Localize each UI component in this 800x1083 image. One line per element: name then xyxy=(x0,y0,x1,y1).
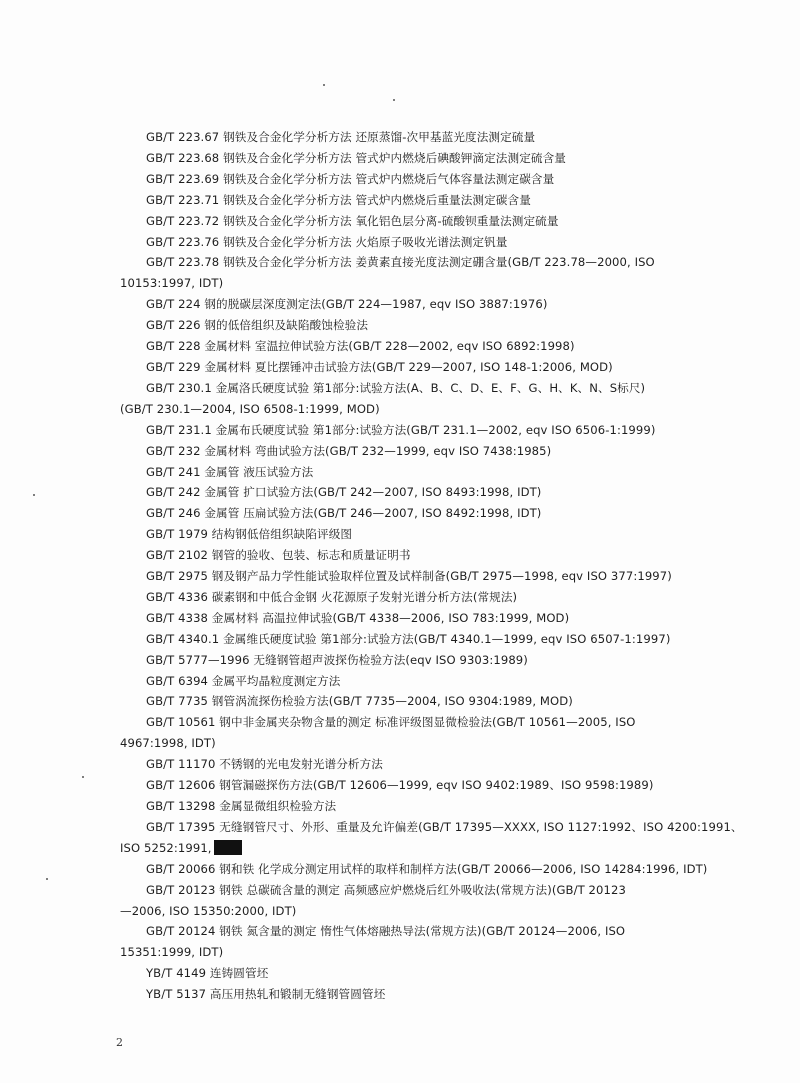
reference-continuation-line: 15351:1999, IDT) xyxy=(120,945,224,960)
reference-continuation-line: (GB/T 230.1—2004, ISO 6508-1:1999, MOD) xyxy=(120,401,380,416)
reference-line: GB/T 223.78 钢铁及合金化学分析方法 姜黄素直接光度法测定硼含量(GB/T 223.78—2000, ISO xyxy=(146,255,655,270)
page-number: 2 xyxy=(116,1036,123,1049)
reference-entry xyxy=(120,650,720,671)
reference-entry xyxy=(120,336,720,357)
reference-entry xyxy=(120,462,720,483)
reference-entry xyxy=(120,524,720,545)
reference-entry xyxy=(120,169,720,190)
reference-line: GB/T 12606 钢管漏磁探伤方法(GB/T 12606—1999, eqv ISO 9402:1989、ISO 9598:1989) xyxy=(146,778,654,793)
reference-entry xyxy=(120,232,720,253)
reference-entry xyxy=(120,545,720,566)
reference-line: GB/T 223.67 钢铁及合金化学分析方法 还原蒸馏-次甲基蓝光度法测定硫量 xyxy=(146,130,536,144)
reference-entry xyxy=(120,441,720,462)
reference-line: GB/T 223.76 钢铁及合金化学分析方法 火焰原子吸收光谱法测定钒量 xyxy=(146,234,508,249)
reference-line: GB/T 6394 金属平均晶粒度测定方法 xyxy=(146,673,341,688)
redaction-block xyxy=(214,840,242,855)
reference-line: GB/T 223.72 钢铁及合金化学分析方法 氧化铝色层分离-硫酸钡重量法测定硫量 xyxy=(146,213,559,228)
scan-speck xyxy=(323,84,325,86)
reference-entry xyxy=(120,880,720,922)
reference-line: GB/T 4336 碳素钢和中低合金钢 火花源原子发射光谱分析方法(常规法) xyxy=(146,589,518,604)
reference-entry xyxy=(120,315,720,336)
reference-line: GB/T 1979 结构钢低倍组织缺陷评级图 xyxy=(146,527,353,542)
reference-entry xyxy=(120,252,720,294)
reference-line: GB/T 242 金属管 扩口试验方法(GB/T 242—2007, ISO 8493:1998, IDT) xyxy=(146,485,542,500)
reference-line: GB/T 20066 钢和铁 化学成分测定用试样的取样和制样方法(GB/T 20066—2006, ISO 14284:1996, IDT) xyxy=(146,861,708,876)
reference-entry xyxy=(120,608,720,629)
reference-line: GB/T 223.69 钢铁及合金化学分析方法 管式炉内燃烧后气体容量法测定碳含量 xyxy=(146,171,555,186)
reference-line: GB/T 5777—1996 无缝钢管超声波探伤检验方法(eqv ISO 9303:1989) xyxy=(146,652,528,667)
reference-line: GB/T 231.1 金属布氏硬度试验 第1部分:试验方法(GB/T 231.1—2002, eqv ISO 6506-1:1999) xyxy=(146,422,656,437)
reference-continuation-line: 10153:1997, IDT) xyxy=(120,276,224,291)
reference-continuation-line: 4967:1998, IDT) xyxy=(120,736,216,751)
reference-entry xyxy=(120,754,720,775)
reference-line: GB/T 2975 钢及钢产品力学性能试验取样位置及试样制备(GB/T 2975—1998, eqv ISO 377:1997) xyxy=(146,569,672,584)
reference-line: GB/T 246 金属管 压扁试验方法(GB/T 246—2007, ISO 8492:1998, IDT) xyxy=(146,506,542,521)
reference-entry xyxy=(120,963,720,984)
reference-line: GB/T 223.71 钢铁及合金化学分析方法 管式炉内燃烧后重量法测定碳含量 xyxy=(146,192,531,207)
reference-line: GB/T 228 金属材料 室温拉伸试验方法(GB/T 228—2002, eqv ISO 6892:1998) xyxy=(146,339,575,354)
reference-line: GB/T 17395 无缝钢管尺寸、外形、重量及允许偏差(GB/T 17395—XXXX, ISO 1127:1992、ISO 4200:1991、 xyxy=(146,819,743,834)
reference-entry xyxy=(120,378,720,420)
reference-continuation-line: —2006, ISO 15350:2000, IDT) xyxy=(120,903,297,918)
reference-entry xyxy=(120,148,720,169)
reference-line: GB/T 224 钢的脱碳层深度测定法(GB/T 224—1987, eqv ISO 3887:1976) xyxy=(146,297,548,312)
reference-entry xyxy=(120,420,720,441)
reference-entry xyxy=(120,859,720,880)
reference-entry xyxy=(120,921,720,963)
reference-line: GB/T 232 金属材料 弯曲试验方法(GB/T 232—1999, eqv ISO 7438:1985) xyxy=(146,443,552,458)
reference-entry xyxy=(120,482,720,503)
reference-entry xyxy=(120,566,720,587)
reference-line: GB/T 2102 钢管的验收、包装、标志和质量证明书 xyxy=(146,548,411,563)
reference-line: GB/T 10561 钢中非金属夹杂物含量的测定 标准评级图显微检验法(GB/T 10561—2005, ISO xyxy=(146,715,636,730)
reference-entry xyxy=(120,190,720,211)
reference-entry xyxy=(120,712,720,754)
reference-line: YB/T 5137 高压用热轧和锻制无缝钢管圆管坯 xyxy=(146,987,386,1002)
reference-entry xyxy=(120,817,743,859)
reference-line: GB/T 241 金属管 液压试验方法 xyxy=(146,464,314,479)
scan-speck xyxy=(33,494,35,496)
reference-entry xyxy=(120,671,720,692)
reference-line: GB/T 226 钢的低倍组织及缺陷酸蚀检验法 xyxy=(146,318,369,333)
reference-entry xyxy=(120,629,720,650)
scan-speck xyxy=(393,99,395,101)
reference-entry xyxy=(120,691,720,712)
reference-entry xyxy=(120,294,720,315)
reference-line: YB/T 4149 连铸圆管坯 xyxy=(146,966,269,981)
scan-speck xyxy=(46,878,48,880)
scan-speck xyxy=(82,776,84,778)
reference-entry xyxy=(120,587,720,608)
reference-entry xyxy=(120,984,720,1005)
reference-line: GB/T 230.1 金属洛氏硬度试验 第1部分:试验方法(A、B、C、D、E、F、G、H、K、N、S标尺) xyxy=(146,380,646,395)
normative-references-list xyxy=(120,127,743,1005)
reference-line: GB/T 20123 钢铁 总碳硫含量的测定 高频感应炉燃烧后红外吸收法(常规方法)(GB/T 20123 xyxy=(146,882,626,897)
reference-entry xyxy=(120,775,720,796)
reference-entry xyxy=(120,503,720,524)
reference-entry xyxy=(120,211,720,232)
reference-line: GB/T 4340.1 金属维氏硬度试验 第1部分:试验方法(GB/T 4340.1—1999, eqv ISO 6507-1:1997) xyxy=(146,631,671,646)
reference-line: GB/T 13298 金属显微组织检验方法 xyxy=(146,799,337,813)
reference-line: GB/T 7735 钢管涡流探伤检验方法(GB/T 7735—2004, ISO 9304:1989, MOD) xyxy=(146,694,573,709)
reference-continuation-line: ISO 5252:1991, xyxy=(120,840,212,855)
reference-line: GB/T 11170 不锈钢的光电发射光谱分析方法 xyxy=(146,757,383,772)
reference-line: GB/T 229 金属材料 夏比摆锤冲击试验方法(GB/T 229—2007, ISO 148-1:2006, MOD) xyxy=(146,359,613,374)
reference-entry xyxy=(120,796,720,817)
reference-entry xyxy=(120,357,720,378)
reference-entry xyxy=(120,127,720,148)
reference-line: GB/T 20124 钢铁 氮含量的测定 惰性气体熔融热导法(常规方法)(GB/T 20124—2006, ISO xyxy=(146,924,626,939)
reference-line: GB/T 223.68 钢铁及合金化学分析方法 管式炉内燃烧后碘酸钾滴定法测定硫含量 xyxy=(146,150,566,165)
reference-line: GB/T 4338 金属材料 高温拉伸试验(GB/T 4338—2006, ISO 783:1999, MOD) xyxy=(146,610,570,625)
